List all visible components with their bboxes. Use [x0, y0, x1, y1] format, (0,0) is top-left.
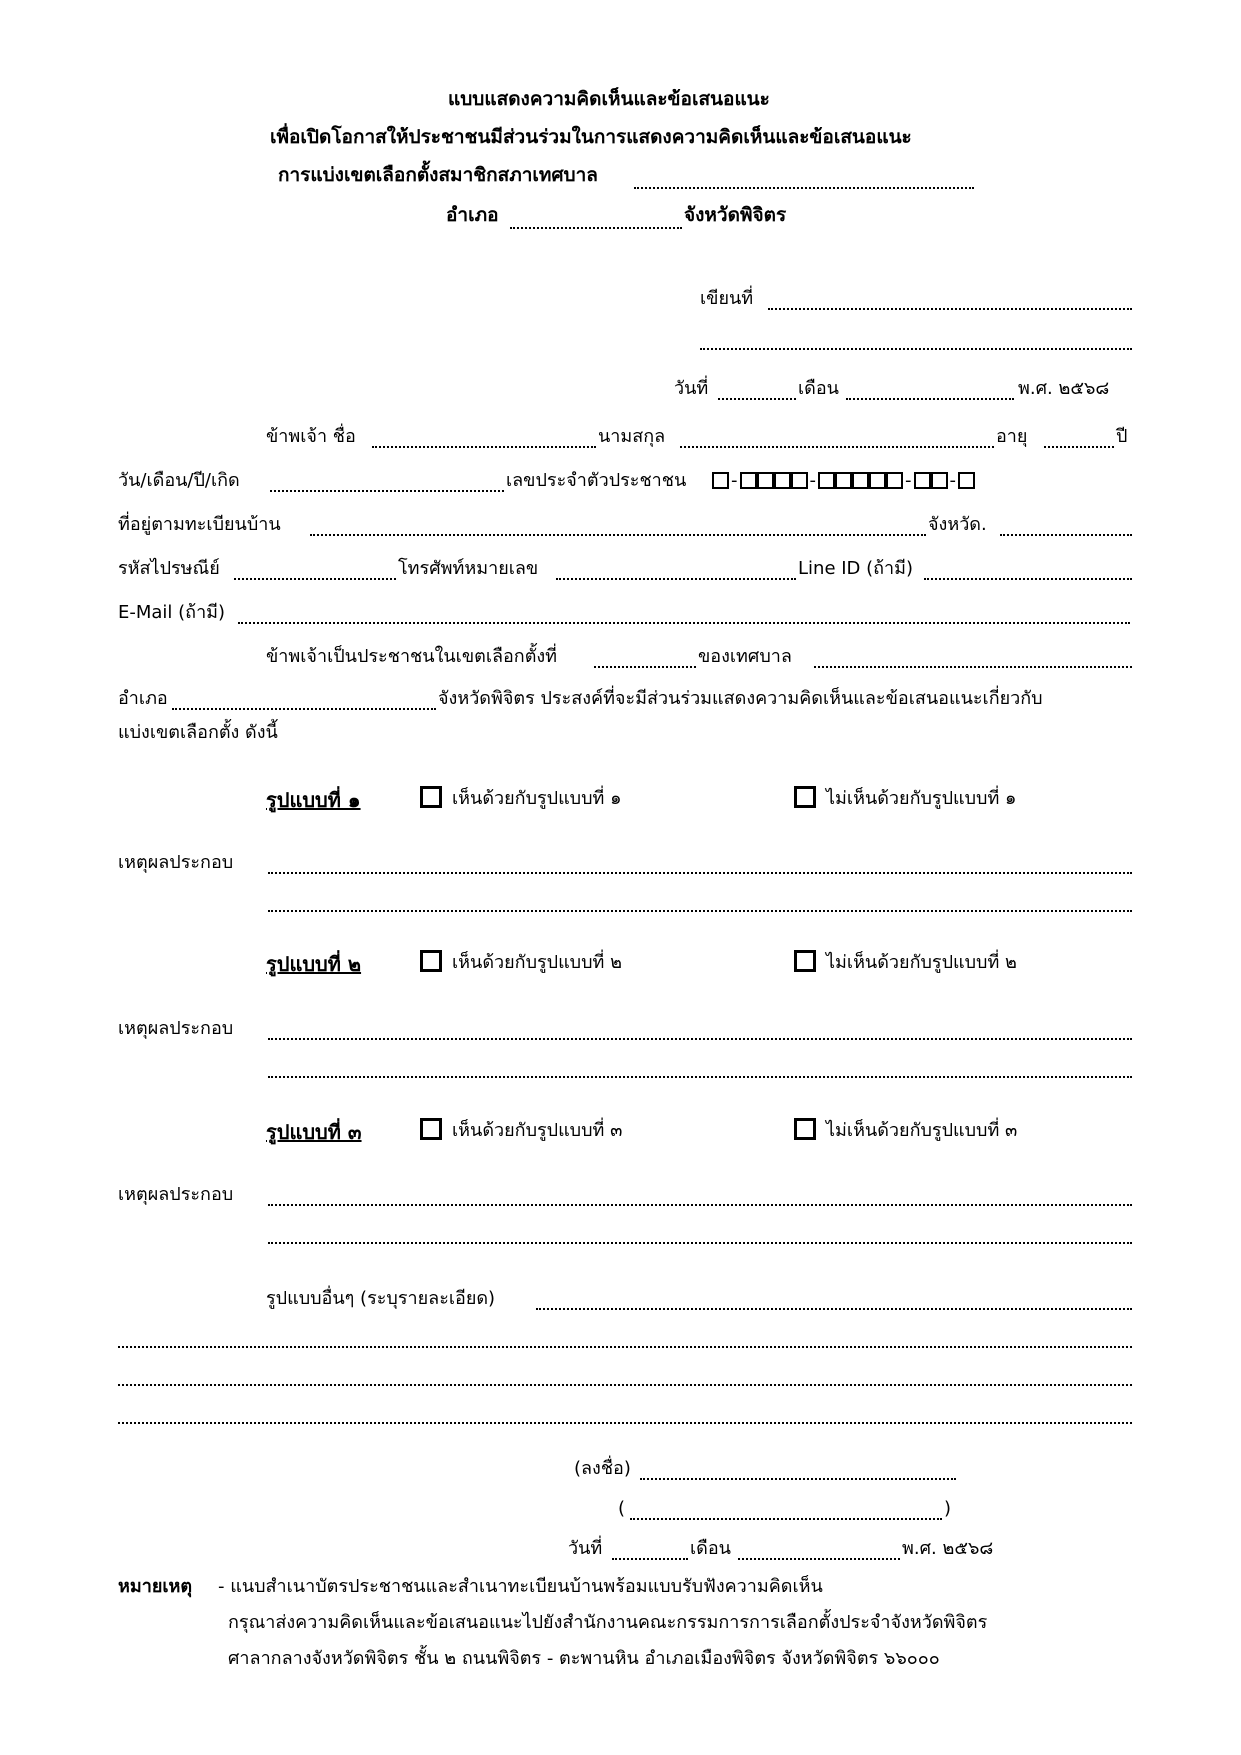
option-2-reason-label: เหตุผลประกอบ: [118, 1018, 234, 1039]
form-subtitle-province: จังหวัดพิจิตร: [684, 204, 787, 226]
other-option-field[interactable]: [536, 1308, 1132, 1310]
age-field[interactable]: [1044, 446, 1114, 448]
notes-line-1: - แนบสำเนาบัตรประชาชนและสำเนาทะเบียนบ้านพร้อมแบบรับฟังความคิดเห็น: [218, 1576, 823, 1597]
notes-line-2: กรุณาส่งความคิดเห็นและข้อเสนอแนะไปยังสำนักงานคณะกรรมการการเลือกตั้งประจำจังหวัดพิจิตร: [228, 1612, 988, 1633]
option-1-disagree-checkbox[interactable]: [794, 786, 816, 808]
id-digit-box[interactable]: [757, 472, 774, 489]
id-digit-box[interactable]: [835, 472, 852, 489]
id-digit-box[interactable]: [712, 472, 729, 489]
province-field[interactable]: [1000, 534, 1132, 536]
signature-month-label: เดือน: [690, 1538, 731, 1559]
constituency-number-field[interactable]: [594, 666, 696, 668]
id-digit-box[interactable]: [869, 472, 886, 489]
postcode-label: รหัสไปรษณีย์: [118, 558, 220, 579]
option-3-title: รูปแบบที่ ๓: [266, 1120, 362, 1144]
written-at-field-2[interactable]: [700, 348, 1132, 350]
month-label: เดือน: [798, 378, 839, 399]
notes-label: หมายเหตุ: [118, 1576, 193, 1597]
form-subtitle-municipality: การแบ่งเขตเลือกตั้งสมาชิกสภาเทศบาล: [278, 164, 598, 186]
signature-name-close-paren: ): [944, 1498, 952, 1519]
phone-field[interactable]: [556, 578, 796, 580]
year-label: พ.ศ. ๒๕๖๘: [1018, 378, 1110, 399]
province-label: จังหวัด.: [928, 514, 987, 535]
id-digit-box[interactable]: [774, 472, 791, 489]
form-subtitle-district-label: อำเภอ: [446, 204, 499, 226]
statement-district-field[interactable]: [172, 708, 436, 710]
date-month-field[interactable]: [846, 398, 1014, 400]
line-id-field[interactable]: [924, 578, 1132, 580]
signature-year-label: พ.ศ. ๒๕๖๘: [902, 1538, 994, 1559]
id-digit-box[interactable]: [791, 472, 808, 489]
option-2-reason-field[interactable]: [268, 1038, 1132, 1040]
signature-label: (ลงชื่อ): [574, 1458, 631, 1479]
option-3-agree-label: เห็นด้วยกับรูปแบบที่ ๓: [452, 1120, 623, 1141]
signature-field[interactable]: [640, 1478, 956, 1480]
district-field[interactable]: [510, 227, 682, 229]
municipality-name-field[interactable]: [814, 666, 1132, 668]
birthdate-label: วัน/เดือน/ปี/เกิด: [118, 470, 240, 491]
id-digit-box[interactable]: [958, 472, 975, 489]
date-label: วันที่: [674, 378, 709, 399]
id-digit-box[interactable]: [886, 472, 903, 489]
surname-label: นามสกุล: [598, 426, 666, 447]
signature-name-open-paren: (: [618, 1498, 626, 1519]
other-option-field-3[interactable]: [118, 1384, 1132, 1386]
notes-line-3: ศาลากลางจังหวัดพิจิตร ชั้น ๒ ถนนพิจิตร - ตะพานหิน อำเภอเมืองพิจิตร จังหวัดพิจิตร ๖๖๐๐๐: [228, 1648, 940, 1669]
option-1-title: รูปแบบที่ ๑: [266, 788, 361, 812]
option-1-agree-checkbox[interactable]: [420, 786, 442, 808]
id-digit-box[interactable]: [931, 472, 948, 489]
postcode-field[interactable]: [234, 578, 396, 580]
phone-label: โทรศัพท์หมายเลข: [398, 558, 539, 579]
other-option-label: รูปแบบอื่นๆ (ระบุรายละเอียด): [266, 1288, 496, 1309]
option-2-disagree-checkbox[interactable]: [794, 950, 816, 972]
address-label: ที่อยู่ตามทะเบียนบ้าน: [118, 514, 281, 535]
option-3-reason-field[interactable]: [268, 1204, 1132, 1206]
written-at-label: เขียนที่: [700, 288, 754, 309]
email-label: E-Mail (ถ้ามี): [118, 602, 226, 623]
option-1-reason-field-2[interactable]: [268, 910, 1132, 912]
other-option-field-4[interactable]: [118, 1422, 1132, 1424]
surname-field[interactable]: [680, 446, 994, 448]
option-2-agree-checkbox[interactable]: [420, 950, 442, 972]
age-label: อายุ: [996, 426, 1028, 447]
statement-district-label: อำเภอ: [118, 688, 168, 709]
signature-name-field[interactable]: [630, 1518, 942, 1520]
option-3-reason-label: เหตุผลประกอบ: [118, 1184, 234, 1205]
option-1-reason-field[interactable]: [268, 872, 1132, 874]
line-id-label: Line ID (ถ้ามี): [798, 558, 914, 579]
option-3-agree-checkbox[interactable]: [420, 1118, 442, 1140]
option-1-reason-label: เหตุผลประกอบ: [118, 852, 234, 873]
form-subtitle: เพื่อเปิดโอกาสให้ประชาชนมีส่วนร่วมในการแสดงความคิดเห็นและข้อเสนอแนะ: [270, 126, 912, 148]
form-title: แบบแสดงความคิดเห็นและข้อเสนอแนะ: [448, 88, 770, 110]
signature-month-field[interactable]: [738, 1558, 900, 1560]
option-1-agree-label: เห็นด้วยกับรูปแบบที่ ๑: [452, 788, 622, 809]
id-digit-box[interactable]: [852, 472, 869, 489]
statement-part4: แบ่งเขตเลือกตั้ง ดังนี้: [118, 722, 278, 743]
address-field[interactable]: [310, 534, 926, 536]
other-option-field-2[interactable]: [118, 1346, 1132, 1348]
birthdate-field[interactable]: [270, 490, 504, 492]
option-2-disagree-label: ไม่เห็นด้วยกับรูปแบบที่ ๒: [826, 952, 1017, 973]
id-digit-box[interactable]: [740, 472, 757, 489]
option-3-disagree-checkbox[interactable]: [794, 1118, 816, 1140]
email-field[interactable]: [238, 622, 1130, 624]
signature-date-day-field[interactable]: [612, 1558, 688, 1560]
option-2-agree-label: เห็นด้วยกับรูปแบบที่ ๒: [452, 952, 622, 973]
id-digit-box[interactable]: [914, 472, 931, 489]
year-unit-label: ปี: [1116, 426, 1128, 447]
written-at-field[interactable]: [768, 308, 1132, 310]
name-field[interactable]: [372, 446, 596, 448]
id-number-label: เลขประจำตัวประชาชน: [506, 470, 687, 491]
option-2-reason-field-2[interactable]: [268, 1076, 1132, 1078]
statement-part1: ข้าพเจ้าเป็นประชาชนในเขตเลือกตั้งที่: [266, 646, 558, 667]
name-label: ข้าพเจ้า ชื่อ: [266, 426, 356, 447]
option-3-reason-field-2[interactable]: [268, 1242, 1132, 1244]
option-3-disagree-label: ไม่เห็นด้วยกับรูปแบบที่ ๓: [826, 1120, 1018, 1141]
statement-part3: จังหวัดพิจิตร ประสงค์ที่จะมีส่วนร่วมแสดงความคิดเห็นและข้อเสนอแนะเกี่ยวกับ: [438, 688, 1043, 709]
signature-date-label: วันที่: [568, 1538, 603, 1559]
id-digit-box[interactable]: [818, 472, 835, 489]
option-1-disagree-label: ไม่เห็นด้วยกับรูปแบบที่ ๑: [826, 788, 1017, 809]
date-day-field[interactable]: [718, 398, 796, 400]
statement-part2: ของเทศบาล: [698, 646, 792, 667]
option-2-title: รูปแบบที่ ๒: [266, 952, 362, 976]
municipality-field[interactable]: [634, 187, 974, 189]
id-number-boxes[interactable]: - - - -: [712, 470, 975, 491]
